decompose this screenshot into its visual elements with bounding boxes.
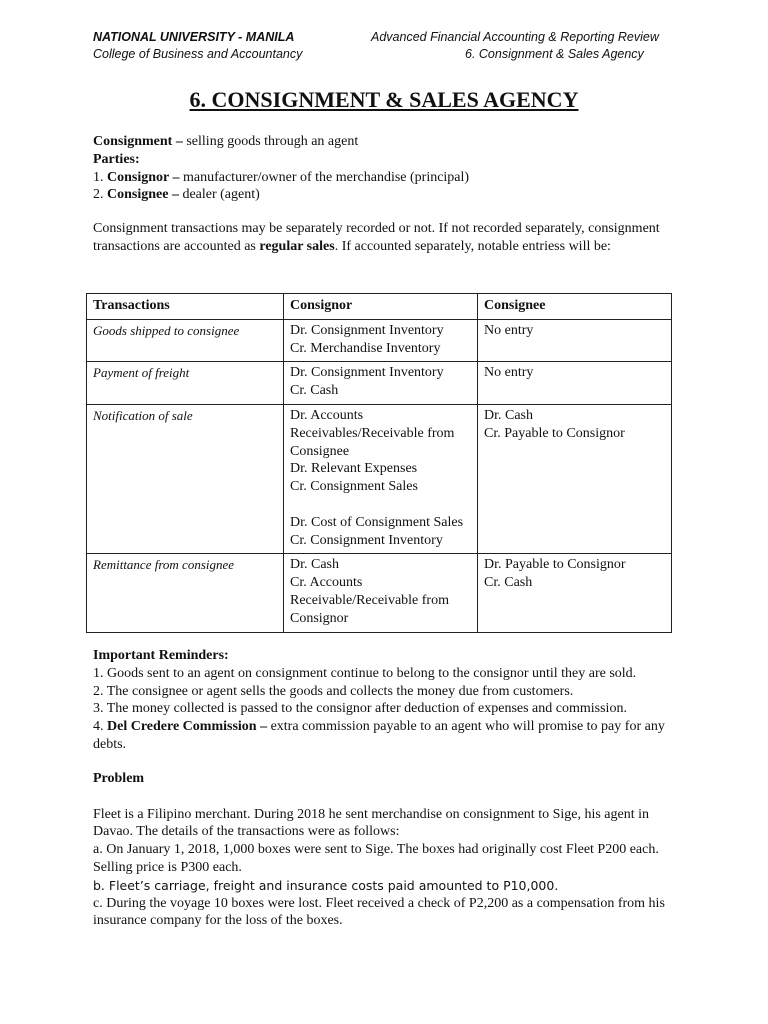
consignor-entry-cell <box>284 362 478 405</box>
accounting-paragraph: Consignment transactions may be separately recorded or not. If not recorded separately, consignment transactions are accounted as regular sales. If accounted separately, notable entriess will be: <box>93 221 660 254</box>
consignee-entry-cell <box>478 554 672 632</box>
document-header-right <box>371 29 659 63</box>
university-name: NATIONAL UNIVERSITY - MANILA <box>93 30 295 44</box>
important-reminders <box>93 647 683 754</box>
journal-entry-line: No entry <box>484 322 534 338</box>
problem-intro: Fleet is a Filipino merchant. During 2018 he sent merchandise on consignment to Sige, his agent in Davao. The details of the transactions were as follows: <box>93 806 650 840</box>
transaction-cell: Goods shipped to consignee <box>87 319 284 362</box>
problem-item-c: c. During the voyage 10 boxes were lost. Fleet received a check of P2,200 as a compensation from his insurance company for the loss of the boxes. <box>93 895 665 929</box>
journal-entry-line: Cr. Consignment Inventory <box>290 532 443 548</box>
consignor-entry-cell <box>284 319 478 362</box>
journal-entry-line: Cr. Accounts Receivable/Receivable from Consignor <box>290 575 449 626</box>
transaction-cell: Notification of sale <box>87 404 284 553</box>
transaction-cell: Payment of freight <box>87 362 284 405</box>
chapter-title: 6. Consignment & Sales Agency <box>465 47 644 61</box>
table-row <box>87 554 672 632</box>
journal-entry-line: Dr. Payable to Consignor <box>484 557 626 573</box>
reminders-heading: Important Reminders: <box>93 648 229 663</box>
consignee-entry-cell <box>478 362 672 405</box>
reminder-item: 2. The consignee or agent sells the goods and collects the money due from customers. <box>93 683 574 699</box>
header-consignor: Consignor <box>284 294 478 320</box>
journal-entry-line: Cr. Payable to Consignor <box>484 425 625 441</box>
journal-entry-line <box>290 496 471 514</box>
transaction-cell: Remittance from consignee <box>87 554 284 632</box>
consignor-entry-cell <box>284 554 478 632</box>
page-title: 6. CONSIGNMENT & SALES AGENCY <box>189 87 579 112</box>
table-body <box>87 319 672 632</box>
journal-entry-line: Dr. Cost of Consignment Sales <box>290 514 464 530</box>
journal-entry-line: Dr. Relevant Expenses <box>290 461 418 477</box>
journal-entry-line: Dr. Consignment Inventory <box>290 365 444 381</box>
document-header-left <box>93 29 302 63</box>
consignee-entry-cell <box>478 404 672 553</box>
header-consignee: Consignee <box>478 294 672 320</box>
problem-heading: Problem <box>93 771 145 786</box>
table-row <box>87 319 672 362</box>
journal-entry-line: Dr. Cash <box>290 557 339 573</box>
definitions <box>93 133 683 204</box>
header-transactions: Transactions <box>87 294 284 320</box>
journal-entry-line: No entry <box>484 365 534 381</box>
party-consignor: 1. Consignor – manufacturer/owner of the merchandise (principal) <box>93 169 470 185</box>
table-header-row <box>87 294 672 320</box>
entries-table <box>86 293 672 633</box>
problem-item-a: a. On January 1, 2018, 1,000 boxes were sent to Sige. The boxes had originally cost Fleet P200 each. Selling price is P300 each. <box>93 842 659 875</box>
problem-item-b: b. Fleet’s carriage, freight and insurance costs paid amounted to P10,000. <box>93 877 559 893</box>
reminder-item: 3. The money collected is passed to the consignor after deduction of expenses and commission. <box>93 701 627 717</box>
journal-entry-line: Cr. Consignment Sales <box>290 479 418 495</box>
consignee-entry-cell <box>478 319 672 362</box>
table-row <box>87 404 672 553</box>
reminder-item: 4. Del Credere Commission – extra commission payable to an agent who will promise to pay for any debts. <box>93 719 665 752</box>
journal-entry-line: Cr. Merchandise Inventory <box>290 340 441 356</box>
college-name: College of Business and Accountancy <box>93 47 303 61</box>
journal-entry-line: Cr. Cash <box>484 575 533 591</box>
parties-label: Parties: <box>93 151 140 167</box>
problem-section <box>93 770 683 930</box>
journal-entry-line: Dr. Accounts Receivables/Receivable from Consignee <box>290 407 455 459</box>
course-title: Advanced Financial Accounting & Reporting Review <box>371 30 659 44</box>
consignor-entry-cell <box>284 404 478 553</box>
table-row <box>87 362 672 405</box>
journal-entry-line: Cr. Cash <box>290 383 339 399</box>
consignment-definition: Consignment – selling goods through an agent <box>93 134 359 149</box>
party-consignee: 2. Consignee – dealer (agent) <box>93 187 260 203</box>
journal-entry-line: Dr. Cash <box>484 407 533 423</box>
reminder-item: 1. Goods sent to an agent on consignment continue to belong to the consignor until they are sold. <box>93 665 637 681</box>
journal-entry-line: Dr. Consignment Inventory <box>290 322 444 338</box>
